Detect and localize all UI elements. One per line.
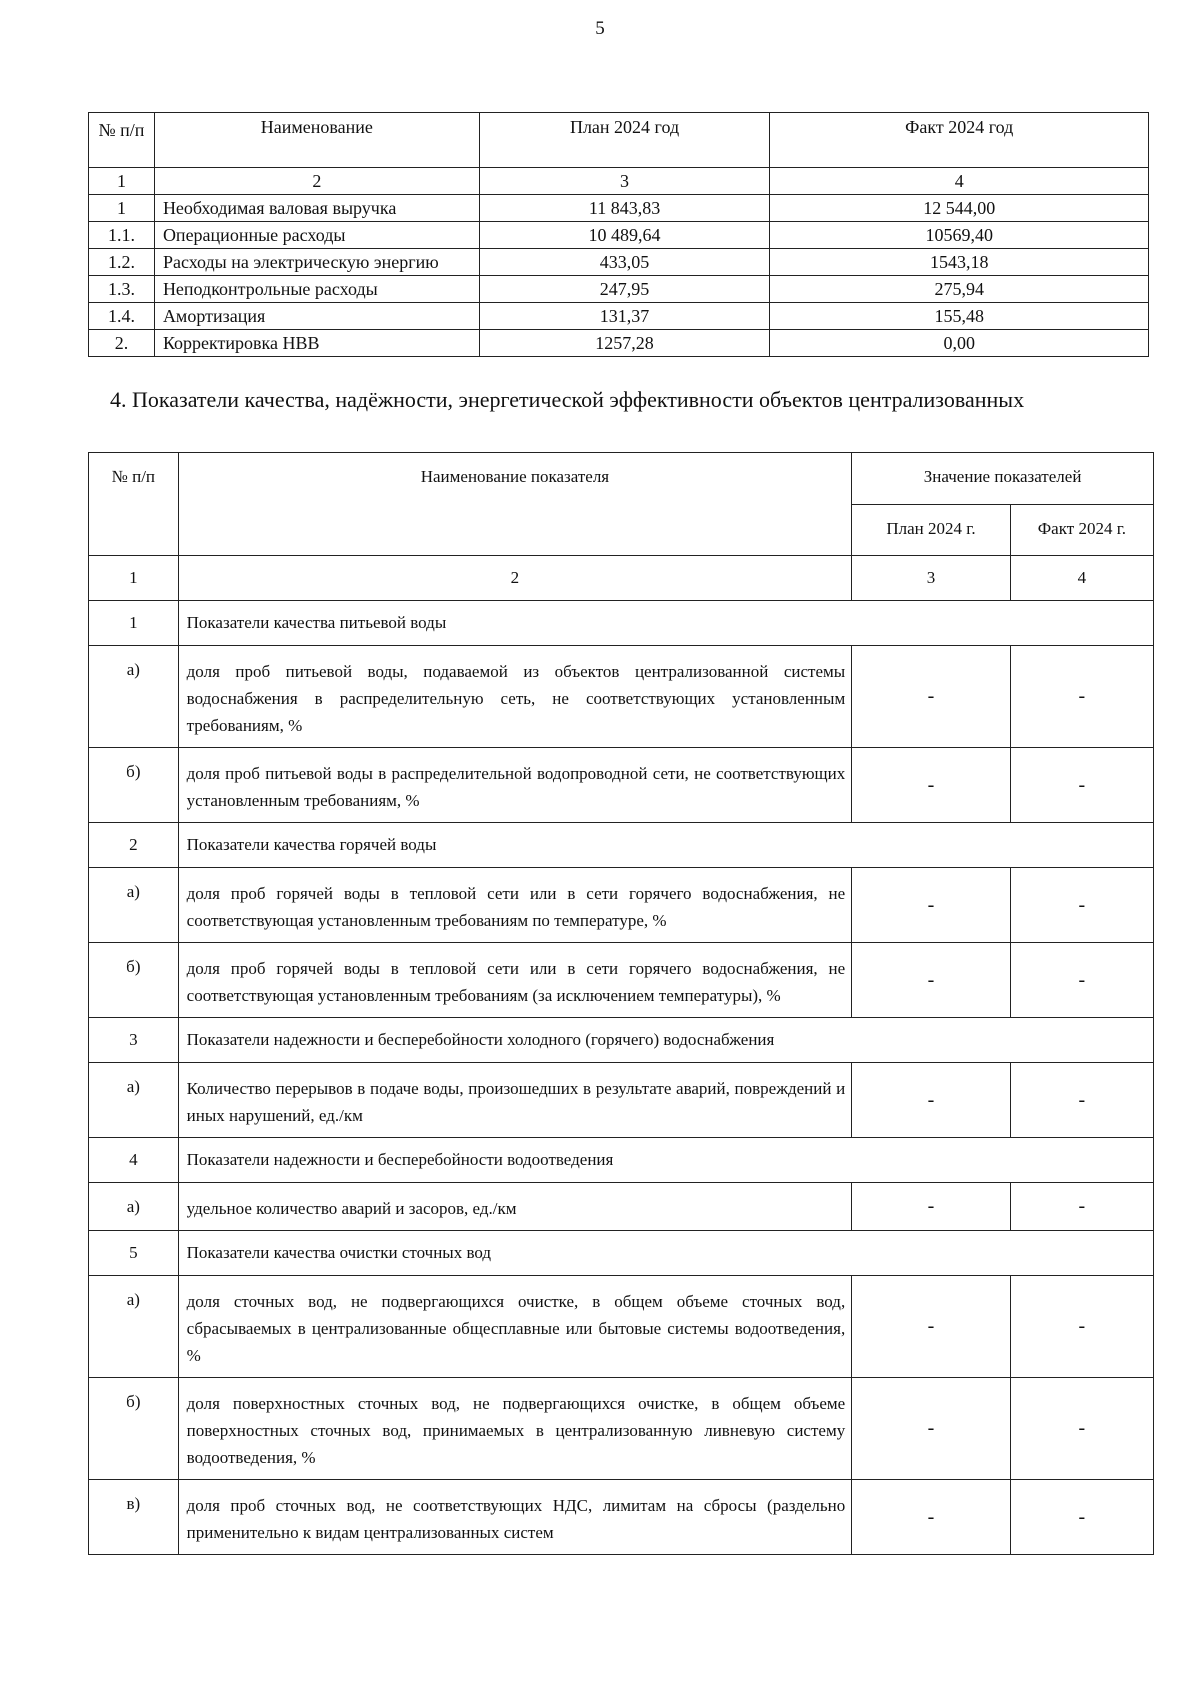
quality-header-row (89, 453, 1154, 505)
header-fact: Факт 2024 год (770, 113, 1149, 168)
group-number: 1 (89, 601, 179, 646)
row-plan-value: 1257,28 (479, 330, 770, 357)
header-fact: Факт 2024 г. (1010, 504, 1153, 556)
indicator-plan-value: - (852, 1480, 1011, 1555)
indicator-fact-value: - (1010, 1063, 1153, 1138)
row-number: 2. (89, 330, 155, 357)
indicator-text: доля проб горячей воды в тепловой сети или в сети горячего водоснабжения, не соответствующая установленным требованиям по температуре, % (178, 868, 852, 943)
indicator-plan-value: - (852, 943, 1011, 1018)
index-cell: 4 (1010, 556, 1153, 601)
row-fact-value: 155,48 (770, 303, 1149, 330)
group-row (89, 1018, 1154, 1063)
row-fact-value: 1543,18 (770, 249, 1149, 276)
indicator-plan-value: - (852, 1276, 1011, 1378)
indicator-letter: в) (89, 1480, 179, 1555)
indicator-row (89, 868, 1154, 943)
row-fact-value: 12 544,00 (770, 195, 1149, 222)
financial-table (88, 112, 1149, 357)
indicator-fact-value: - (1010, 1480, 1153, 1555)
index-cell: 3 (479, 168, 770, 195)
group-number: 5 (89, 1231, 179, 1276)
group-row (89, 1231, 1154, 1276)
quality-table-body (89, 556, 1154, 1555)
indicator-row (89, 748, 1154, 823)
group-row (89, 1138, 1154, 1183)
index-cell: 2 (154, 168, 479, 195)
row-name: Операционные расходы (154, 222, 479, 249)
indicator-fact-value: - (1010, 1276, 1153, 1378)
row-name: Корректировка НВВ (154, 330, 479, 357)
index-row (89, 556, 1154, 601)
indicator-row (89, 1480, 1154, 1555)
header-plan: План 2024 год (479, 113, 770, 168)
indicator-letter: б) (89, 1378, 179, 1480)
indicator-plan-value: - (852, 748, 1011, 823)
indicator-letter: а) (89, 646, 179, 748)
indicator-plan-value: - (852, 868, 1011, 943)
index-cell: 1 (89, 556, 179, 601)
header-indicator-name: Наименование показателя (178, 453, 852, 556)
group-title: Показатели надежности и бесперебойности холодного (горячего) водоснабжения (178, 1018, 1153, 1063)
indicator-text: доля проб питьевой воды, подаваемой из объектов централизованной системы водоснабжения в распределительную сеть, не соответствующих установленным требованиям, % (178, 646, 852, 748)
row-plan-value: 11 843,83 (479, 195, 770, 222)
group-title: Показатели надежности и бесперебойности водоотведения (178, 1138, 1153, 1183)
row-number: 1.3. (89, 276, 155, 303)
group-row (89, 601, 1154, 646)
indicator-text: доля проб питьевой воды в распределительной водопроводной сети, не соответствующих установленным требованиям, % (178, 748, 852, 823)
indicator-fact-value: - (1010, 1378, 1153, 1480)
indicator-text: доля проб горячей воды в тепловой сети или в сети горячего водоснабжения, не соответствующая установленным требованиям (за исключением температуры), % (178, 943, 852, 1018)
table-row (89, 276, 1149, 303)
indicator-plan-value: - (852, 1063, 1011, 1138)
indicator-row (89, 646, 1154, 748)
index-cell: 2 (178, 556, 852, 601)
row-number: 1.1. (89, 222, 155, 249)
indicator-row (89, 1378, 1154, 1480)
row-name: Необходимая валовая выручка (154, 195, 479, 222)
group-title: Показатели качества горячей воды (178, 823, 1153, 868)
financial-table-header (89, 113, 1149, 168)
header-values: Значение показателей (852, 453, 1154, 505)
index-cell: 3 (852, 556, 1011, 601)
indicator-letter: б) (89, 748, 179, 823)
group-number: 2 (89, 823, 179, 868)
indicator-fact-value: - (1010, 748, 1153, 823)
header-name: Наименование (154, 113, 479, 168)
index-cell: 1 (89, 168, 155, 195)
indicator-letter: а) (89, 1183, 179, 1231)
row-fact-value: 0,00 (770, 330, 1149, 357)
table-row (89, 330, 1149, 357)
financial-table-body (89, 168, 1149, 357)
row-name: Амортизация (154, 303, 479, 330)
section-heading: 4. Показатели качества, надёжности, энергетической эффективности объектов централизованных (110, 387, 1025, 412)
row-plan-value: 10 489,64 (479, 222, 770, 249)
indicator-fact-value: - (1010, 1183, 1153, 1231)
table-row (89, 249, 1149, 276)
table-row (89, 222, 1149, 249)
row-fact-value: 275,94 (770, 276, 1149, 303)
indicator-fact-value: - (1010, 943, 1153, 1018)
group-number: 4 (89, 1138, 179, 1183)
row-name: Расходы на электрическую энергию (154, 249, 479, 276)
group-title: Показатели качества очистки сточных вод (178, 1231, 1153, 1276)
indicator-text: доля проб сточных вод, не соответствующих НДС, лимитам на сбросы (раздельно применительно к видам централизованных систем (178, 1480, 852, 1555)
indicator-text: доля сточных вод, не подвергающихся очистке, в общем объеме сточных вод, сбрасываемых в централизованные общесплавные или бытовые системы водоотведения, % (178, 1276, 852, 1378)
indicator-row (89, 1183, 1154, 1231)
indicator-letter: а) (89, 1063, 179, 1138)
header-plan: План 2024 г. (852, 504, 1011, 556)
row-number: 1 (89, 195, 155, 222)
header-num: № п/п (89, 453, 179, 556)
group-row (89, 823, 1154, 868)
indicator-fact-value: - (1010, 646, 1153, 748)
indicator-text: доля поверхностных сточных вод, не подвергающихся очистке, в общем объеме поверхностных сточных вод, принимаемых в централизованную ливневую систему водоотведения, % (178, 1378, 852, 1480)
indicator-plan-value: - (852, 646, 1011, 748)
indicator-letter: б) (89, 943, 179, 1018)
table-row (89, 195, 1149, 222)
row-plan-value: 433,05 (479, 249, 770, 276)
group-number: 3 (89, 1018, 179, 1063)
row-name: Неподконтрольные расходы (154, 276, 479, 303)
table-row (89, 303, 1149, 330)
index-row (89, 168, 1149, 195)
indicator-row (89, 943, 1154, 1018)
indicator-text: Количество перерывов в подаче воды, произошедших в результате аварий, повреждений и иных нарушений, ед./км (178, 1063, 852, 1138)
index-cell: 4 (770, 168, 1149, 195)
indicator-plan-value: - (852, 1183, 1011, 1231)
row-fact-value: 10569,40 (770, 222, 1149, 249)
page-number: 5 (595, 18, 605, 39)
indicator-fact-value: - (1010, 868, 1153, 943)
row-number: 1.4. (89, 303, 155, 330)
indicator-text: удельное количество аварий и засоров, ед./км (178, 1183, 852, 1231)
group-title: Показатели качества питьевой воды (178, 601, 1153, 646)
row-plan-value: 247,95 (479, 276, 770, 303)
indicator-letter: а) (89, 868, 179, 943)
indicator-row (89, 1276, 1154, 1378)
quality-table (88, 452, 1154, 1555)
row-plan-value: 131,37 (479, 303, 770, 330)
header-num: № п/п (89, 113, 155, 168)
row-number: 1.2. (89, 249, 155, 276)
indicator-plan-value: - (852, 1378, 1011, 1480)
indicator-letter: а) (89, 1276, 179, 1378)
indicator-row (89, 1063, 1154, 1138)
